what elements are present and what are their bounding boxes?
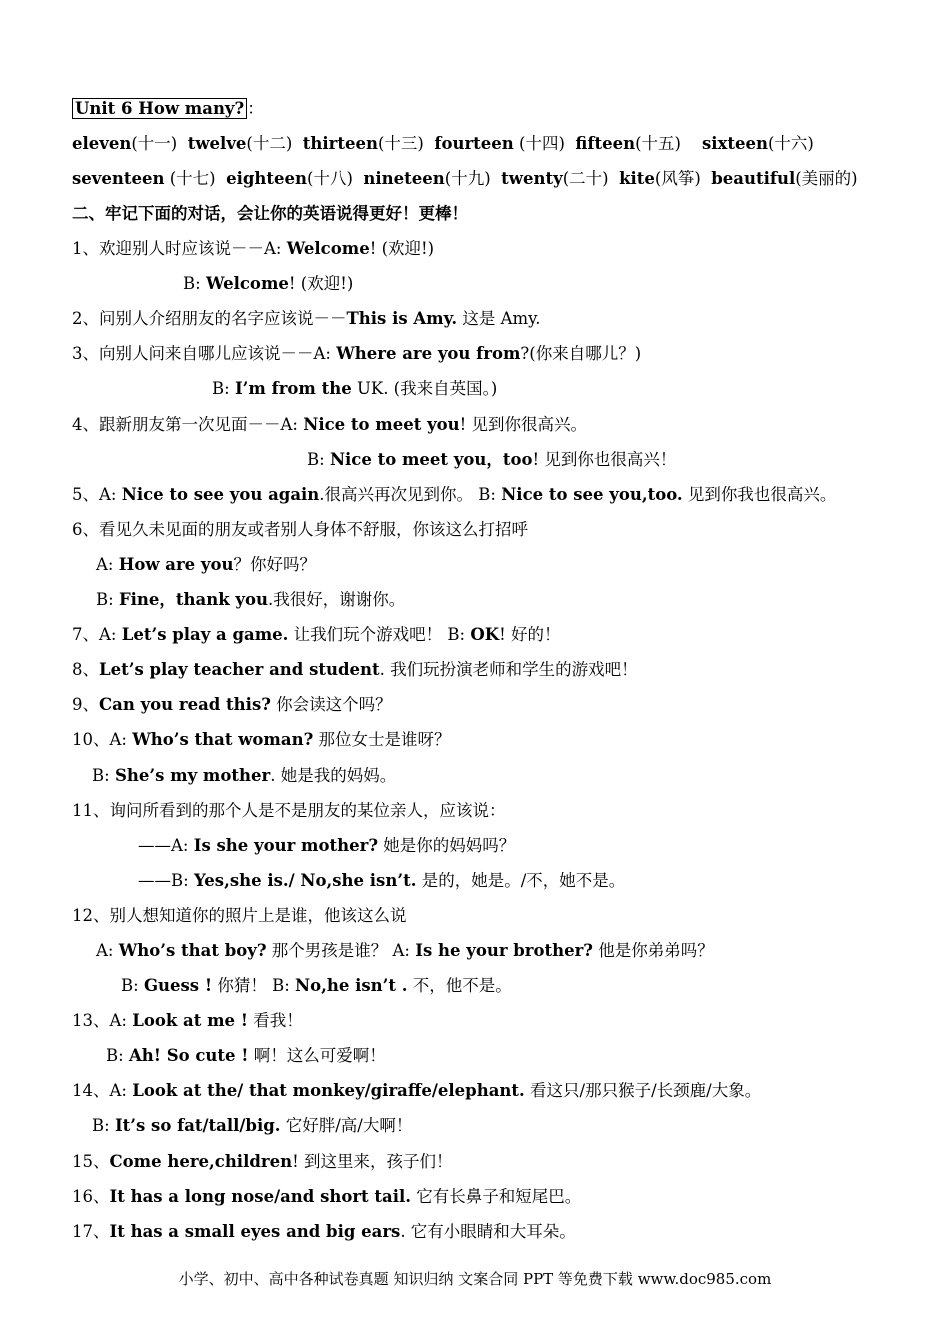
item-number: 1、 bbox=[72, 239, 99, 258]
item-6-reply bbox=[96, 589, 405, 611]
item-12 bbox=[72, 905, 407, 927]
item-text: ——A: bbox=[138, 836, 194, 855]
item-number: 9、 bbox=[72, 695, 99, 714]
item-11-question bbox=[138, 835, 515, 857]
item-phrase: Let’s play a game. bbox=[121, 625, 289, 644]
item-text: . 我们玩扮演老师和学生的游戏吧！ bbox=[379, 660, 638, 679]
item-phrase: Fine，thank you bbox=[118, 590, 268, 609]
item-text: A: bbox=[109, 1011, 133, 1030]
item-number: 15、 bbox=[72, 1152, 110, 1171]
vocab-line-2 bbox=[72, 168, 858, 190]
item-text: 询问所看到的那个人是不是朋友的某位亲人，应该说： bbox=[109, 801, 506, 820]
item-text: B: bbox=[92, 1116, 115, 1135]
item-text: ! (欢迎!) bbox=[369, 239, 435, 258]
item-text: A: bbox=[99, 485, 122, 504]
item-text: A: bbox=[99, 625, 122, 644]
item-2 bbox=[72, 308, 541, 330]
section-heading-text: 二、牢记下面的对话，会让你的英语说得更好！更棒！ bbox=[72, 204, 468, 223]
item-phrase: It’s so fat/tall/big. bbox=[114, 1116, 281, 1135]
item-13-reply bbox=[106, 1045, 386, 1067]
item-text: 欢迎别人时应该说－－A: bbox=[99, 239, 287, 258]
item-text: A: bbox=[109, 730, 133, 749]
item-text: 让我们玩个游戏吧！ B: bbox=[288, 625, 471, 644]
item-text: 问别人介绍朋友的名字应该说－－ bbox=[99, 309, 347, 328]
item-14-reply bbox=[92, 1115, 412, 1137]
item-1-reply bbox=[183, 273, 353, 295]
item-4-reply bbox=[307, 449, 676, 471]
item-text: 你会读这个吗？ bbox=[270, 695, 392, 714]
item-number: 13、 bbox=[72, 1011, 110, 1030]
item-3 bbox=[72, 343, 641, 365]
item-14 bbox=[72, 1080, 761, 1102]
item-text: ! (欢迎!) bbox=[288, 274, 354, 293]
item-1 bbox=[72, 238, 434, 260]
item-text: ？你好吗？ bbox=[233, 555, 316, 574]
item-17 bbox=[72, 1221, 576, 1243]
item-3-reply bbox=[212, 378, 497, 400]
item-text: ——B: bbox=[138, 871, 194, 890]
item-12-replies bbox=[121, 975, 512, 997]
item-phrase: Guess ! bbox=[143, 976, 213, 995]
item-text: 这是 Amy. bbox=[457, 309, 541, 328]
item-text: .我很好，谢谢你。 bbox=[268, 590, 406, 609]
item-phrase: Ah! So cute ! bbox=[128, 1046, 249, 1065]
item-number: 8、 bbox=[72, 660, 99, 679]
item-text: ! 好的！ bbox=[499, 625, 561, 644]
item-phrase: Where are you from bbox=[336, 344, 521, 363]
item-16 bbox=[72, 1186, 581, 1208]
item-phrase: Who’s that woman? bbox=[132, 730, 314, 749]
unit-title-colon: ： bbox=[247, 99, 264, 118]
vocab-meaning: (十八) bbox=[307, 169, 353, 188]
vocab-meaning: (十五) bbox=[635, 134, 681, 153]
item-phrase: Is he your brother? bbox=[415, 941, 593, 960]
item-phrase: Yes,she is./ No,she isn’t. bbox=[193, 871, 417, 890]
item-4 bbox=[72, 414, 587, 436]
item-text: A: bbox=[96, 941, 119, 960]
item-text: . 她是我的妈妈。 bbox=[270, 766, 397, 785]
item-text: A: bbox=[96, 555, 119, 574]
vocab-line-1 bbox=[72, 133, 814, 155]
item-phrase: Come here,children bbox=[109, 1152, 293, 1171]
item-number: 17、 bbox=[72, 1222, 110, 1241]
item-number: 12、 bbox=[72, 906, 110, 925]
item-15 bbox=[72, 1151, 452, 1173]
item-phrase: Can you read this? bbox=[99, 695, 271, 714]
item-phrase: It has a long nose/and short tail. bbox=[109, 1187, 412, 1206]
item-text: 看我！ bbox=[248, 1011, 303, 1030]
item-phrase: Let’s play teacher and student bbox=[99, 660, 380, 679]
item-phrase: Who’s that boy? bbox=[118, 941, 267, 960]
item-phrase: Is she your mother? bbox=[193, 836, 378, 855]
item-6 bbox=[72, 519, 528, 541]
item-text: 看见久未见面的朋友或者别人身体不舒服，你该这么打招呼 bbox=[99, 520, 528, 539]
item-phrase: Welcome bbox=[286, 239, 370, 258]
vocab-word: sixteen bbox=[701, 134, 768, 153]
vocab-meaning: (美丽的) bbox=[795, 169, 858, 188]
item-text: 她是你的妈妈吗？ bbox=[377, 836, 516, 855]
vocab-meaning: (十九) bbox=[444, 169, 491, 188]
item-text: ?(你来自哪儿？) bbox=[520, 344, 642, 363]
item-text: .很高兴再次见到你。 B: bbox=[319, 485, 502, 504]
item-number: 7、 bbox=[72, 625, 99, 644]
vocab-meaning: (十六) bbox=[768, 134, 814, 153]
item-text: 向别人问来自哪儿应该说－－A: bbox=[99, 344, 337, 363]
item-number: 16、 bbox=[72, 1187, 110, 1206]
item-11-reply bbox=[138, 870, 625, 892]
item-number: 2、 bbox=[72, 309, 99, 328]
item-number: 3、 bbox=[72, 344, 99, 363]
vocab-word: eighteen bbox=[226, 169, 308, 188]
item-phrase: Nice to meet you bbox=[303, 415, 460, 434]
item-12-questions bbox=[96, 940, 714, 962]
item-text: 不，他不是。 bbox=[407, 976, 512, 995]
item-text: B: bbox=[183, 274, 206, 293]
item-phrase: Look at me ! bbox=[132, 1011, 249, 1030]
item-text: B: bbox=[106, 1046, 129, 1065]
item-text: UK. (我来自英国。) bbox=[351, 379, 498, 398]
vocab-word: fifteen bbox=[575, 134, 636, 153]
item-phrase: How are you bbox=[118, 555, 234, 574]
item-phrase: Nice to meet you，too bbox=[329, 450, 533, 469]
item-phrase: I’m from the bbox=[234, 379, 352, 398]
item-text: 他是你弟弟吗？ bbox=[592, 941, 714, 960]
item-number: 6、 bbox=[72, 520, 99, 539]
vocab-meaning: (十二) bbox=[246, 134, 293, 153]
item-phrase: Nice to see you,too. bbox=[501, 485, 683, 504]
vocab-word: beautiful bbox=[711, 169, 796, 188]
vocab-word: fourteen bbox=[434, 134, 514, 153]
vocab-meaning: (十四) bbox=[513, 134, 565, 153]
item-text: 跟新朋友第一次见面－－A: bbox=[99, 415, 304, 434]
item-8 bbox=[72, 659, 638, 681]
item-5 bbox=[72, 484, 836, 506]
item-phrase: OK bbox=[470, 625, 500, 644]
vocab-word: eleven bbox=[72, 134, 132, 153]
item-text: 别人想知道你的照片上是谁，他该这么说 bbox=[109, 906, 407, 925]
item-text: 见到你我也很高兴。 bbox=[682, 485, 837, 504]
item-text: 那个男孩是谁？ A: bbox=[266, 941, 416, 960]
item-10-reply bbox=[92, 765, 396, 787]
item-text: 它有长鼻子和短尾巴。 bbox=[411, 1187, 582, 1206]
item-11 bbox=[72, 800, 506, 822]
item-text: 那位女士是谁呀？ bbox=[313, 730, 451, 749]
item-10 bbox=[72, 729, 451, 751]
vocab-word: thirteen bbox=[302, 134, 378, 153]
item-text: 是的，她是。/不，她不是。 bbox=[416, 871, 626, 890]
unit-title-line bbox=[72, 98, 264, 120]
item-7 bbox=[72, 624, 560, 646]
item-text: A: bbox=[109, 1081, 133, 1100]
item-text: ! 见到你也很高兴！ bbox=[532, 450, 677, 469]
item-phrase: This is Amy. bbox=[346, 309, 458, 328]
item-text: B: bbox=[307, 450, 330, 469]
item-text: B: bbox=[121, 976, 144, 995]
unit-title: Unit 6 How many? bbox=[72, 98, 247, 119]
vocab-word: nineteen bbox=[363, 169, 445, 188]
item-number: 10、 bbox=[72, 730, 110, 749]
vocab-meaning: (二十) bbox=[562, 169, 609, 188]
item-phrase: It has a small eyes and big ears bbox=[109, 1222, 401, 1241]
item-number: 4、 bbox=[72, 415, 99, 434]
item-6-question bbox=[96, 554, 316, 576]
item-text: ! 到这里来，孩子们！ bbox=[292, 1152, 453, 1171]
item-number: 11、 bbox=[72, 801, 110, 820]
item-number: 5、 bbox=[72, 485, 99, 504]
item-13 bbox=[72, 1010, 303, 1032]
vocab-word: twenty bbox=[501, 169, 563, 188]
item-text: 啊！这么可爱啊！ bbox=[248, 1046, 386, 1065]
item-text: ! 见到你很高兴。 bbox=[459, 415, 588, 434]
vocab-word: seventeen bbox=[72, 169, 165, 188]
vocab-word: kite bbox=[619, 169, 655, 188]
item-phrase: Welcome bbox=[205, 274, 289, 293]
item-9 bbox=[72, 694, 392, 716]
item-text: B: bbox=[212, 379, 235, 398]
item-text: B: bbox=[92, 766, 115, 785]
vocab-meaning: (十三) bbox=[378, 134, 424, 153]
item-phrase: Look at the/ that monkey/giraffe/elephant. bbox=[132, 1081, 525, 1100]
section-heading bbox=[72, 203, 468, 225]
page-footer: 小学、初中、高中各种试卷真题 知识归纳 文案合同 PPT 等免费下载 www.doc985.com bbox=[178, 1270, 772, 1288]
item-text: 看这只/那只猴子/长颈鹿/大象。 bbox=[524, 1081, 762, 1100]
item-text: 它好胖/高/大啊！ bbox=[280, 1116, 413, 1135]
item-text: 你猜！ B: bbox=[212, 976, 296, 995]
vocab-word: twelve bbox=[187, 134, 247, 153]
item-phrase: Nice to see you again bbox=[121, 485, 320, 504]
vocab-meaning: (十七) bbox=[164, 169, 216, 188]
item-text: . 它有小眼睛和大耳朵。 bbox=[400, 1222, 576, 1241]
item-phrase: She’s my mother bbox=[114, 766, 271, 785]
vocab-meaning: (风筝) bbox=[654, 169, 701, 188]
item-phrase: No,he isn’t . bbox=[295, 976, 408, 995]
item-text: B: bbox=[96, 590, 119, 609]
vocab-meaning: (十一) bbox=[131, 134, 178, 153]
item-number: 14、 bbox=[72, 1081, 110, 1100]
